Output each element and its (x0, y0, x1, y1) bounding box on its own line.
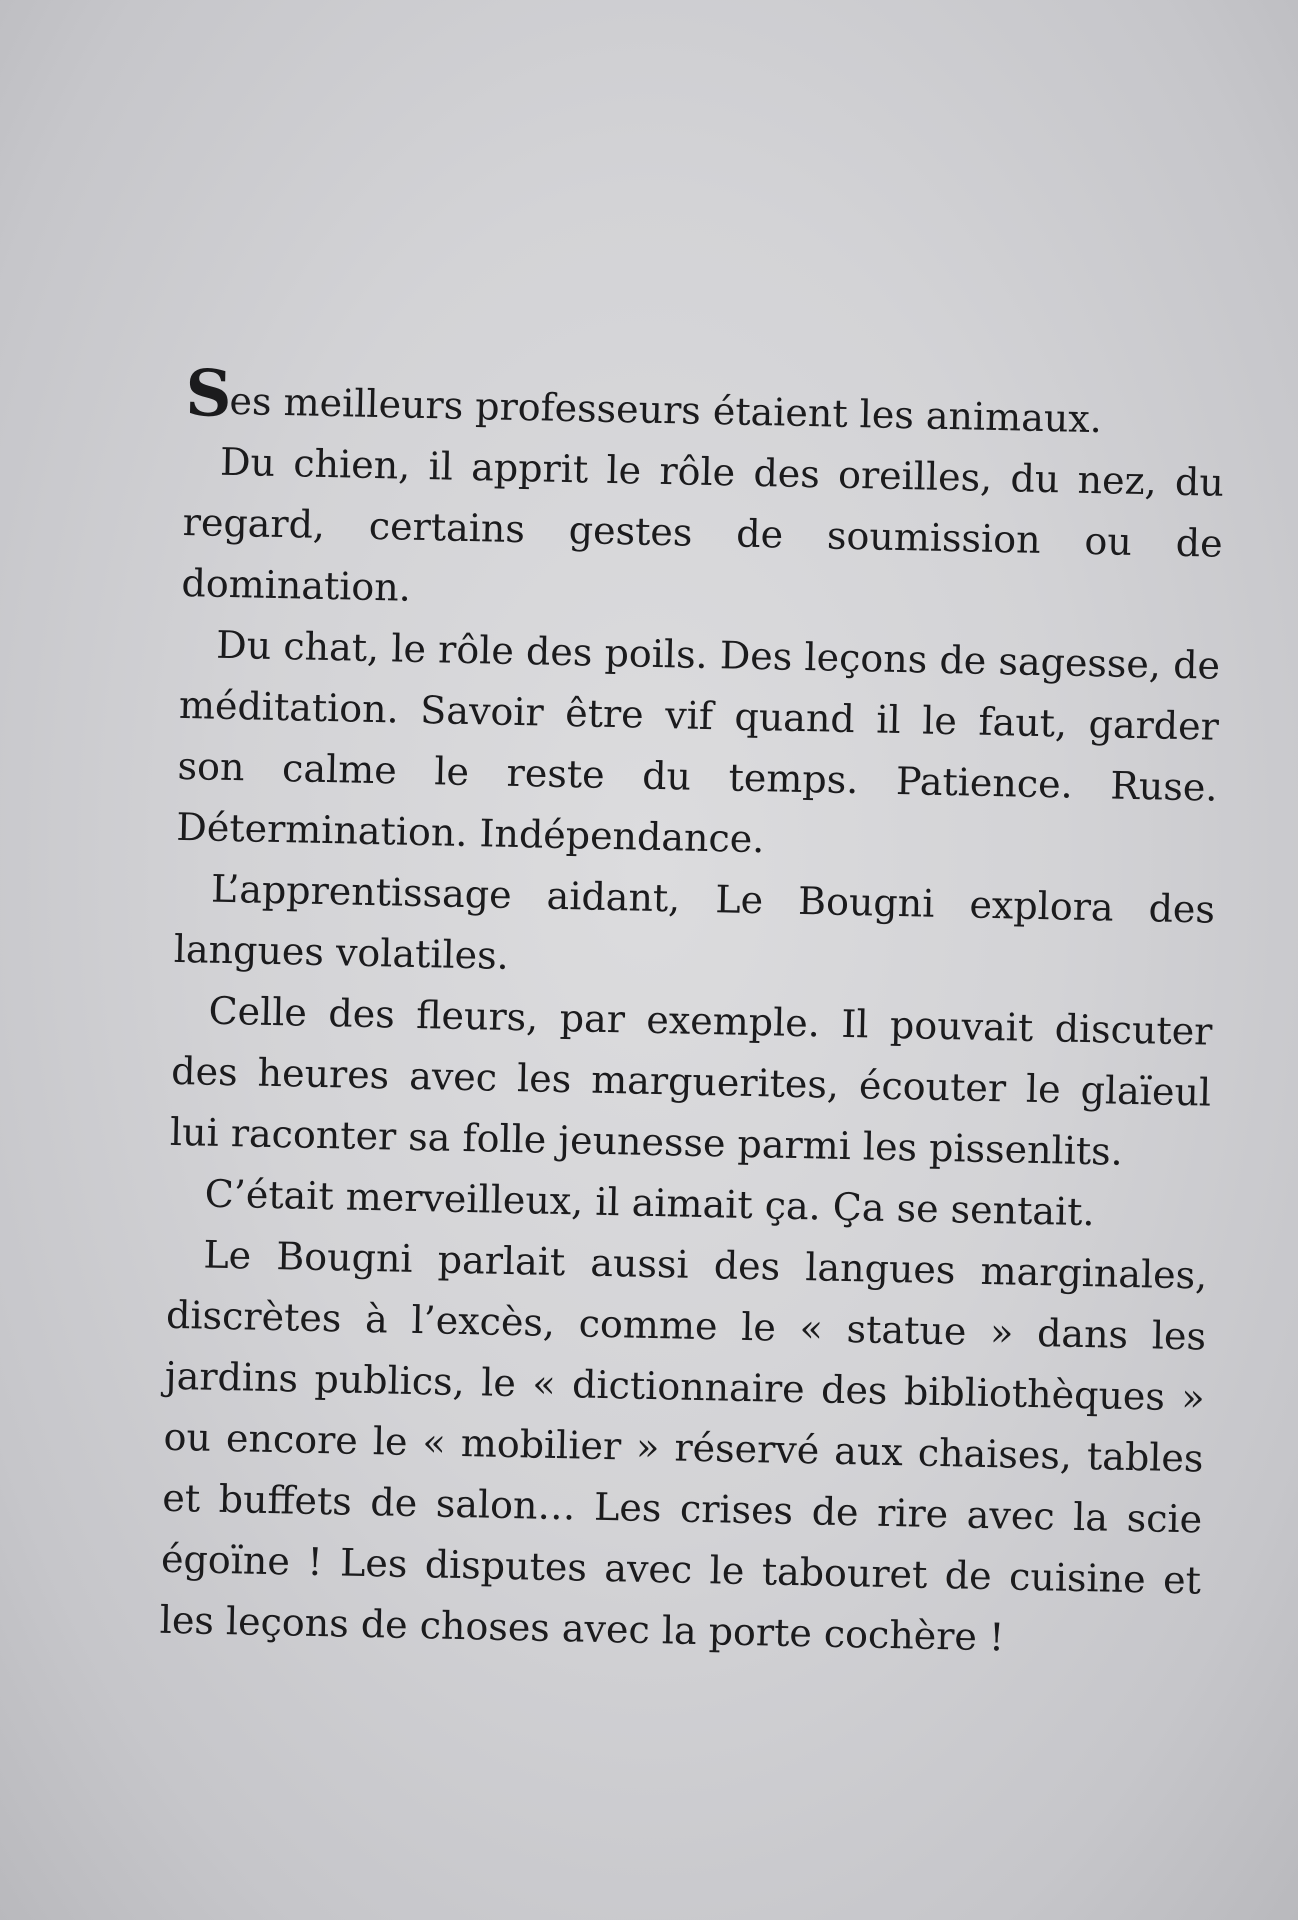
paragraph-text: es meilleurs professeurs étaient les animaux. (229, 378, 1103, 442)
paragraph-4: L’apprentissage aidant, Le Bougni explora des langues volatiles. (173, 866, 1216, 978)
paragraph-2: Du chien, il apprit le rôle des oreilles, du nez, du regard, certains gestes de soumission ou de domination. (181, 439, 1225, 610)
body-text (159, 356, 1226, 1672)
drop-cap: S (184, 356, 231, 432)
paragraph-7: Le Bougni parlait aussi des langues marginales, discrètes à l’excès, comme le « statue » dans les jardins publics, le « dictionnaire des bibliothèques » ou encore le « mobilier » réservé aux chaises, tables et buffets de salon… Les crises de rire avec la scie égoïne ! Les disputes avec le tabouret de cuisine et les leçons de choses avec la porte cochère ! (159, 1232, 1208, 1660)
paragraph-6: C’était merveilleux, il aimait ça. Ça se sentait. (204, 1171, 1096, 1235)
paragraph-5: Celle des fleurs, par exemple. Il pouvait discuter des heures avec les marguerites, écouter le glaïeul lui raconter sa folle jeunesse parmi les pissenlits. (169, 988, 1213, 1174)
paragraph-3: Du chat, le rôle des poils. Des leçons de sagesse, de méditation. Savoir être vif quand il le faut, garder son calme le reste du temps. Patience. Ruse. Détermination. Indépendance. (175, 622, 1221, 862)
